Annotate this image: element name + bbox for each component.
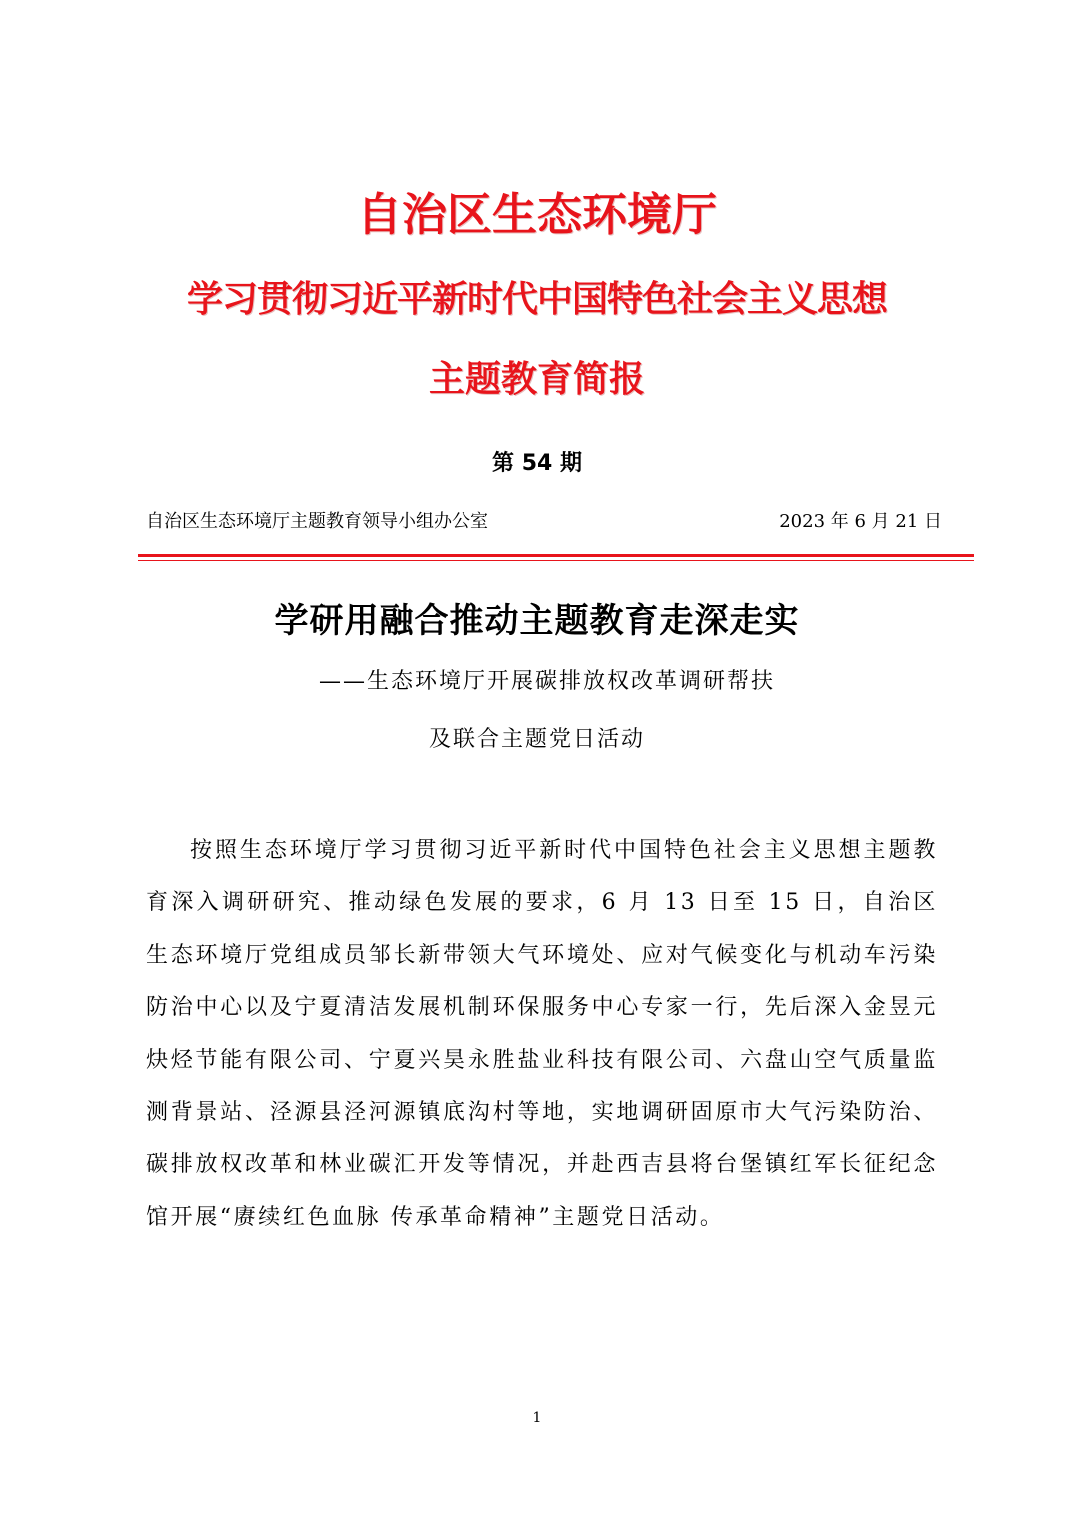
issuing-office: 自治区生态环境厅主题教育领导小组办公室 — [146, 511, 488, 532]
masthead-line-3: 主题教育简报 — [428, 358, 645, 400]
masthead-line-1: 自治区生态环境厅 — [356, 188, 717, 241]
issue-number: 第 54 期 — [492, 451, 582, 476]
article-subtitle-line-1: ——生态环境厅开展碳排放权改革调研帮扶 — [318, 669, 775, 694]
masthead-line-2: 学习贯彻习近平新时代中国特色社会主义思想 — [186, 278, 887, 320]
issue-date: 2023 年 6 月 21 日 — [779, 511, 942, 532]
red-divider-thin — [138, 560, 974, 561]
page-number: 1 — [532, 1410, 542, 1426]
article-paragraph: 按照生态环境厅学习贯彻习近平新时代中国特色社会主义思想主题教育深入调研研究、推动绿色发展的要求，6 月 13 日至 15 日，自治区生态环境厅党组成员邹长新带领大气环境处、应对气候变化与机动车污染防治中心以及宁夏清洁发展机制环保服务中心专家一行，先后深入金昱元炔烃节能有限公司、宁夏兴昊永胜盐业科技有限公司、六盘山空气质量监测背景站、泾源县泾河源镇底沟村等地，实地调研固原市大气污染防治、碳排放权改革和林业碳汇开发等情况，并赴西吉县将台堡镇红军长征纪念馆开展“赓续红色血脉 传承革命精神”主题党日活动。 — [146, 838, 938, 1230]
article-subtitle-line-2: 及联合主题党日活动 — [428, 727, 645, 752]
red-divider-thick — [138, 554, 974, 557]
article-title: 学研用融合推动主题教育走深走实 — [274, 601, 800, 641]
